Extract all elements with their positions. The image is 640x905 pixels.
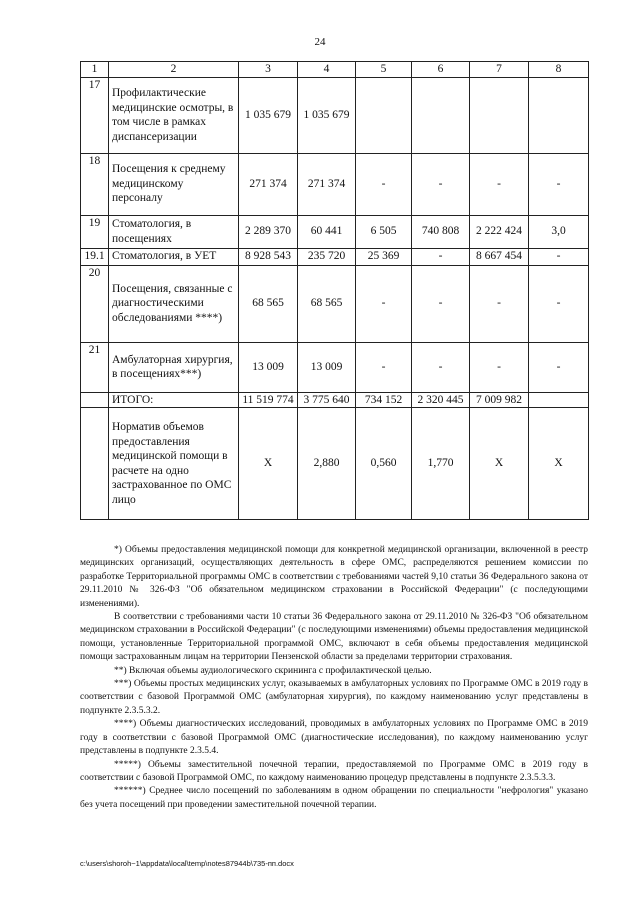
table-row [81,265,589,342]
cell-col7: X [470,408,529,520]
cell-col3: 11 519 774 [239,392,298,408]
cell-col3: 13 009 [239,342,298,392]
cell-col5: 734 152 [356,392,412,408]
cell-col6 [412,77,470,153]
header-cell: 3 [239,62,298,78]
cell-col6: - [412,342,470,392]
row-number [81,408,109,520]
cell-col7: - [470,265,529,342]
cell-col4: 2,880 [298,408,356,520]
table-row-total [81,392,589,408]
cell-col3: 2 289 370 [239,215,298,248]
row-number: 19 [81,215,109,248]
footnote: *) Объемы предоставления медицинской помощи для конкретной медицинской организации, включенной в реестр медицинских организаций, осуществляющих деятельность в сфере ОМС, распределяются решением комиссии по разработке Территориальной программы ОМС в соответствии с требованиями частей 9,10 статьи 36 Федерального закона от 29.11.2010 № 326-ФЗ "Об обязательном медицинском страховании в Российской Федерации" (с последующими изменениями). [80,545,588,609]
cell-col7: 7 009 982 [470,392,529,408]
table-header-row [81,62,589,78]
table-row [81,153,589,215]
footnote: *****) Объемы заместительной почечной терапии, предоставляемой по Программе ОМС в 2019 году в соответствии с базовой Программой ОМС, по каждому наименованию процедур представлены в подпункте 2.3.5.3.3. [80,759,588,783]
header-cell: 4 [298,62,356,78]
cell-col7: 8 667 454 [470,248,529,265]
table-row [81,215,589,248]
header-cell: 8 [529,62,589,78]
page-number: 24 [314,36,326,48]
header-cell: 6 [412,62,470,78]
cell-col4: 13 009 [298,342,356,392]
cell-col5: 6 505 [356,215,412,248]
footnotes [80,544,588,812]
cell-col7: 2 222 424 [470,215,529,248]
row-name: Амбулаторная хирургия, в посещениях***) [109,342,239,392]
cell-col8 [529,392,589,408]
row-name: Стоматология, в УЕТ [109,248,239,265]
cell-col5: - [356,265,412,342]
footnote: **) Включая объемы аудиологического скрининга с профилактической целью. [114,665,432,676]
row-number [81,392,109,408]
row-name: ИТОГО: [109,392,239,408]
cell-col8: - [529,248,589,265]
cell-col5: - [356,342,412,392]
cell-col3: 68 565 [239,265,298,342]
footnote: ******) Среднее число посещений по заболеваниям в одном обращении по специальности "нефрология" указано без учета посещений при проведении заместительной почечной терапии. [80,786,588,810]
cell-col5: - [356,153,412,215]
cell-col7: - [470,342,529,392]
cell-col6: - [412,265,470,342]
cell-col8 [529,77,589,153]
cell-col6: 2 320 445 [412,392,470,408]
cell-col4: 235 720 [298,248,356,265]
cell-col6: 1,770 [412,408,470,520]
cell-col3: 1 035 679 [239,77,298,153]
cell-col4: 3 775 640 [298,392,356,408]
row-number: 20 [81,265,109,342]
row-name: Стоматология, в посещениях [109,215,239,248]
footnote: ****) Объемы диагностических исследований, проводимых в амбулаторных условиях по Программе ОМС в 2019 году в соответствии с базовой Программой ОМС (диагностические исследования), по каждому наименованию услуг представлены в подпункте 2.3.5.4. [80,719,588,757]
cell-col7: - [470,153,529,215]
cell-col3: 8 928 543 [239,248,298,265]
row-name: Норматив объемов предоставления медицинской помощи в расчете на одно застрахованное по ОМС лицо [109,408,239,520]
cell-col5 [356,77,412,153]
table-row [81,248,589,265]
cell-col3: X [239,408,298,520]
cell-col4: 60 441 [298,215,356,248]
cell-col8: - [529,153,589,215]
cell-col8: X [529,408,589,520]
header-cell: 1 [81,62,109,78]
cell-col4: 68 565 [298,265,356,342]
row-number: 17 [81,77,109,153]
row-number: 18 [81,153,109,215]
cell-col7 [470,77,529,153]
footnote: ***) Объемы простых медицинских услуг, оказываемых в амбулаторных условиях по Программе ОМС в 2019 году в соответствии с базовой Программой ОМС (амбулаторная хирургия), по каждому наименованию услуг представлены в подпункте 2.3.5.3.2. [80,679,588,716]
cell-col5: 0,560 [356,408,412,520]
header-cell: 7 [470,62,529,78]
row-number: 19.1 [81,248,109,265]
row-name: Посещения, связанные с диагностическими обследованиями ****) [109,265,239,342]
table-row-norm [81,408,589,520]
row-name: Посещения к среднему медицинскому персоналу [109,153,239,215]
cell-col8: - [529,265,589,342]
table-row [81,77,589,153]
cell-col6: - [412,248,470,265]
table-row [81,342,589,392]
cell-col3: 271 374 [239,153,298,215]
file-path-footer: c:\users\shoroh~1\appdata\local\temp\notes87944b\735-пп.docx [80,859,294,868]
cell-col5: 25 369 [356,248,412,265]
cell-col8: 3,0 [529,215,589,248]
cell-col6: - [412,153,470,215]
header-cell: 5 [356,62,412,78]
cell-col6: 740 808 [412,215,470,248]
header-cell: 2 [109,62,239,78]
volumes-table [80,61,589,520]
footnote: В соответствии с требованиями части 10 статьи 36 Федерального закона от 29.11.2010 № 326-ФЗ "Об обязательном медицинском страховании в Российской Федерации" (с последующими изменениями) объемы предоставления медицинской помощи, установленные Территориальной программой ОМС, включают в себя объемы предоставления медицинской помощи застрахованным лицам на территории Пензенской области за пределами территории страхования. [80,612,588,663]
row-name: Профилактические медицинские осмотры, в том числе в рамках диспансеризации [109,77,239,153]
cell-col8: - [529,342,589,392]
row-number: 21 [81,342,109,392]
cell-col4: 271 374 [298,153,356,215]
cell-col4: 1 035 679 [298,77,356,153]
